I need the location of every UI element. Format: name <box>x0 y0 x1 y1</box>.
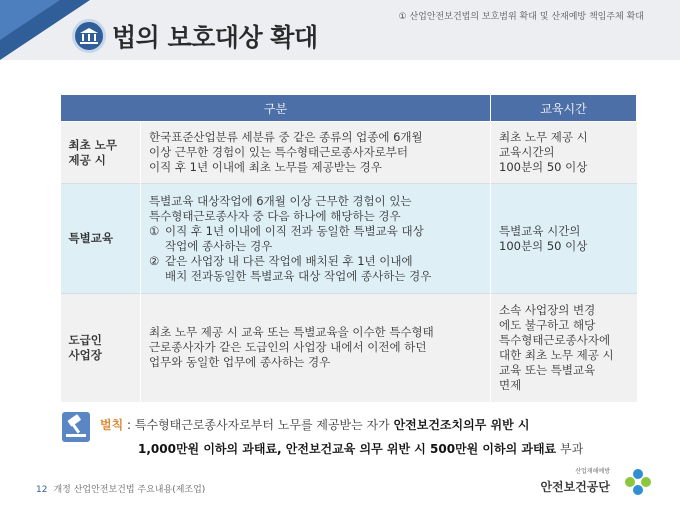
desc-line: 특별교육 대상작업에 6개월 이상 근무한 경험이 있는 <box>149 193 412 208</box>
table-row <box>61 122 637 184</box>
row-label-line: 사업장 <box>68 347 102 362</box>
col-header-time: 교육시간 <box>491 95 637 122</box>
time-line: 최초 노무 제공 시 <box>499 130 588 144</box>
table-header-row <box>61 95 637 122</box>
gavel-icon <box>62 412 90 442</box>
law-badge-icon <box>72 19 106 53</box>
row-time <box>491 184 637 294</box>
numbered-item <box>149 254 480 284</box>
row-label-line: 최초 노무 <box>68 137 117 152</box>
kosha-mark-icon <box>622 466 654 498</box>
item-line: 이직 후 1년 이내에 이직 전과 동일한 특별교육 대상 <box>165 223 424 238</box>
row-label <box>61 294 141 402</box>
item-number: ① <box>149 223 160 238</box>
table-row <box>61 294 637 402</box>
footer <box>36 482 205 495</box>
row-label <box>61 184 141 294</box>
section-tag: ① 산업안전보건법의 보호범위 확대 및 산재예방 책임주체 확대 <box>398 12 644 22</box>
logo-name: 안전보건공단 <box>540 480 610 494</box>
col-header-category: 구분 <box>61 95 491 122</box>
penalty-bold: 안전보건조치의무 위반 시 <box>393 418 530 432</box>
time-line: 대한 최초 노무 제공 시 <box>499 347 614 362</box>
time-line: 소속 사업장의 변경 <box>499 302 596 317</box>
row-label-line: 제공 시 <box>68 152 106 167</box>
row-label-line: 특별교육 <box>68 231 113 245</box>
desc-line: 특수형태근로종사자 중 다음 하나에 해당하는 경우 <box>149 208 401 223</box>
penalty-text: 부과 <box>556 442 584 456</box>
penalty-bold: 1,000만원 이하의 과태료, 안전보건교육 의무 위반 시 500만원 이하의 과태료 <box>138 442 557 456</box>
time-line: 교육시간의 <box>499 145 555 159</box>
logo-subtitle: 산업재해예방 <box>575 468 610 475</box>
time-line: 면제 <box>499 377 522 392</box>
desc-line: 이상 근무한 경험이 있는 특수형태근로종사자로부터 <box>149 145 409 159</box>
desc-line: 업무와 동일한 업무에 종사하는 경우 <box>149 355 331 370</box>
item-line: 같은 사업장 내 다른 작업에 배치된 후 1년 이내에 <box>165 253 413 268</box>
row-label-line: 도급인 <box>68 332 102 347</box>
numbered-item <box>149 224 480 254</box>
item-line: 배치 전과동일한 특별교육 대상 작업에 종사하는 경우 <box>165 268 432 283</box>
time-line: 특별교육 시간의 <box>499 223 581 238</box>
time-line: 교육 또는 특별교육 <box>499 362 596 377</box>
table-row <box>61 184 637 294</box>
penalty-label: 벌칙 <box>100 418 124 432</box>
desc-line: 이직 후 1년 이내에 최초 노무를 제공받는 경우 <box>149 160 382 174</box>
desc-line: 한국표준산업분류 세분류 중 같은 종류의 업종에 6개월 <box>149 130 423 144</box>
desc-line: 근로종사자가 같은 도급인의 사업장 내에서 이전에 하던 <box>149 340 427 355</box>
row-label <box>61 122 141 184</box>
row-time <box>491 122 637 184</box>
row-description <box>141 122 491 184</box>
penalty-colon: : <box>123 418 135 432</box>
page-title: 법의 보호대상 확대 <box>112 23 318 52</box>
item-line: 작업에 종사하는 경우 <box>165 238 273 253</box>
time-line: 에도 불구하고 해당 <box>499 317 596 332</box>
time-line: 100분의 50 이상 <box>499 160 588 174</box>
row-description <box>141 184 491 294</box>
title-block <box>72 16 318 56</box>
penalty-line-2 <box>138 440 583 457</box>
row-time <box>491 294 637 402</box>
penalty-text: 특수형태근로종사자로부터 노무를 제공받는 자가 <box>134 418 394 432</box>
desc-line: 최초 노무 제공 시 교육 또는 특별교육을 이수한 특수형태 <box>149 325 434 340</box>
kosha-logo <box>540 466 654 500</box>
time-line: 특수형태근로종사자에 <box>499 332 611 347</box>
education-table <box>60 94 637 402</box>
time-line: 100분의 50 이상 <box>499 238 588 253</box>
item-number: ② <box>149 253 160 268</box>
row-description <box>141 294 491 402</box>
penalty-line-1 <box>100 416 529 433</box>
page-number: 12 <box>36 485 48 495</box>
footer-title: 개정 산업안전보건법 주요내용(제조업) <box>53 485 206 495</box>
